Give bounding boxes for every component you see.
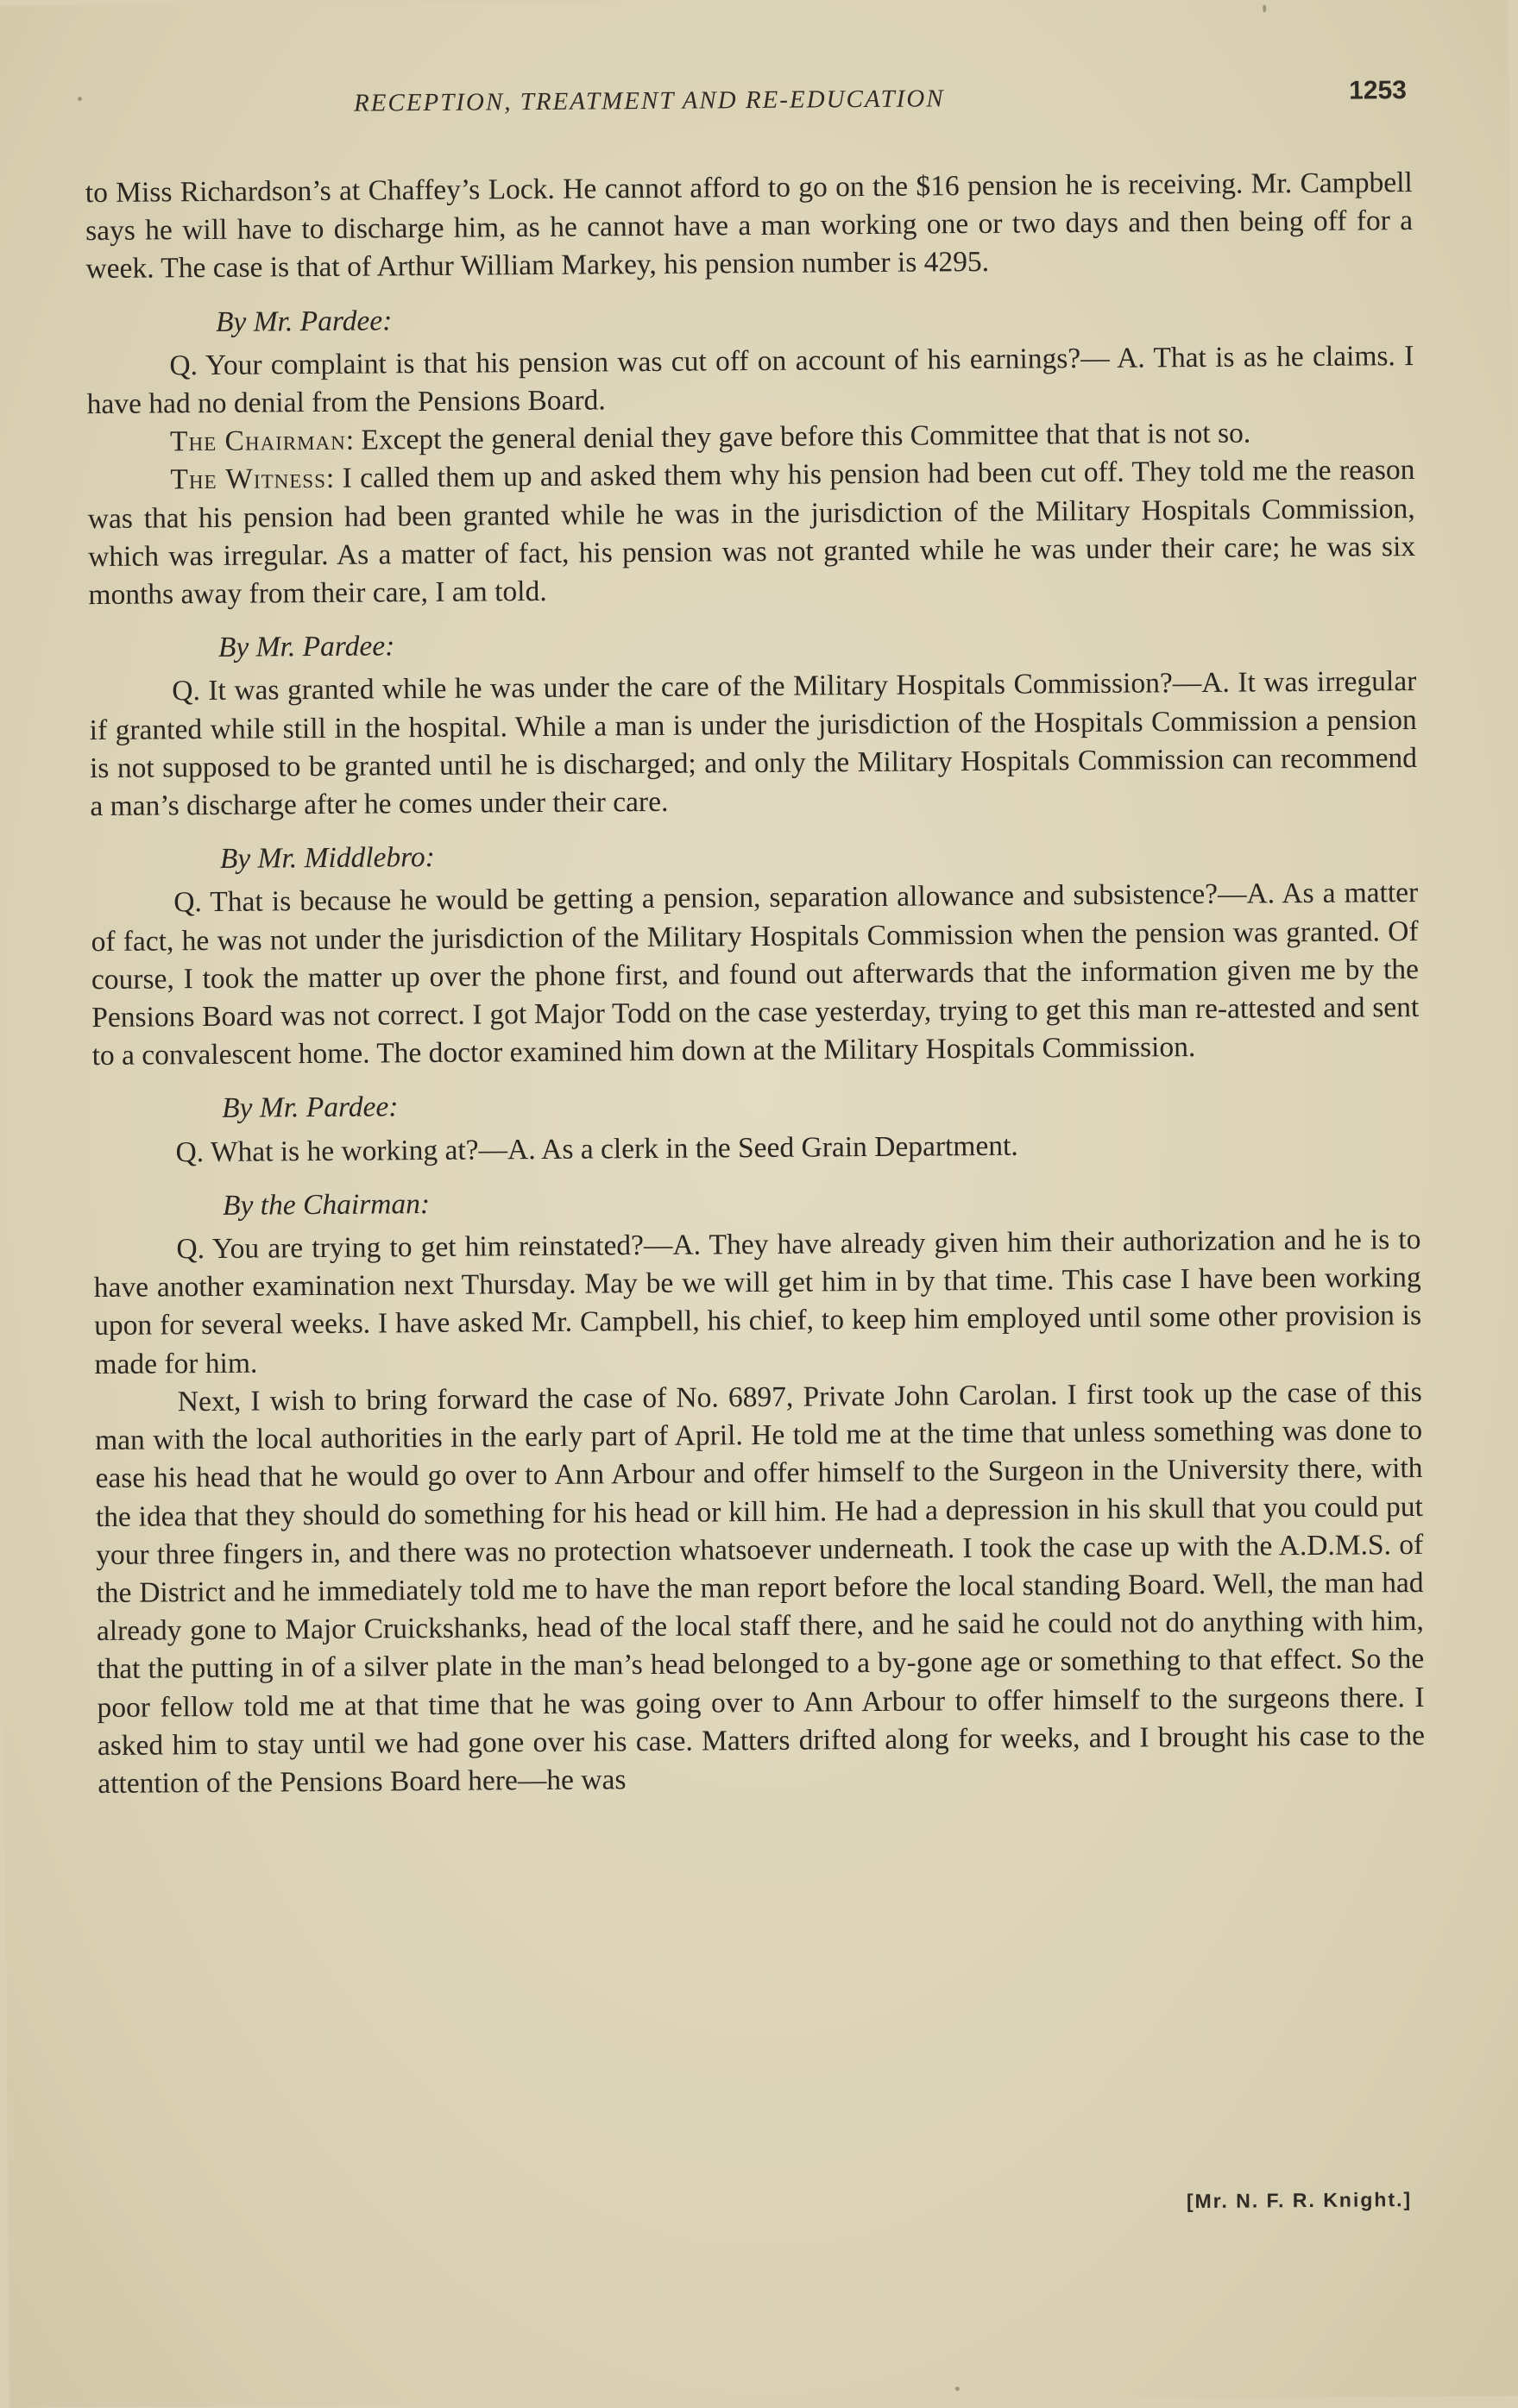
question-answer: Q. What is he working at?—A. As a clerk in the Seed Grain Department. xyxy=(175,1129,1018,1168)
question-answer: Q. You are trying to get him reinstated?—A. They have already given him their authorization and he is to have another examination next Thursday. May be we will get him in by that time. This case I have been working upon for several weeks. I have asked Mr. Campbell, his chief, to keep him employed until some other provision is made for him. xyxy=(93,1223,1422,1380)
body-text xyxy=(85,164,1426,1803)
continued-paragraph: to Miss Richardson’s at Chaffey’s Lock. He cannot afford to go on the $16 pension he is receiving. Mr. Campbell says he will have to discharge him, as he cannot have a man working one or two days and then being off for a week. The case is that of Arthur William Markey, his pension number is 4295. xyxy=(85,167,1414,286)
paper-speck xyxy=(1263,4,1266,12)
question-answer: Q. That is because he would be getting a pension, separation allowance and subsistence?—A. As a matter of fact, he was not under the jurisdiction of the Military Hospitals Commission when the pension was granted. Of course, I took the matter up over the phone first, and found out afterwards that the information given me by the Pensions Board was not correct. I got Major Todd on the case yesterday, trying to get this man re-attested and sent to a convalescent home. The doctor examined him down at the Military Hospitals Commission. xyxy=(91,877,1420,1072)
speaker-text: : Except the general denial they gave before this Committee that that is not so. xyxy=(345,417,1251,456)
examiner-heading: By Mr. Pardee: xyxy=(221,1091,399,1125)
speaker-footnote: [Mr. N. F. R. Knight.] xyxy=(1186,2188,1413,2213)
question-answer: Q. It was granted while he was under the care of the Military Hospitals Commission?—A. It was irregular if granted while still in the hospital. While a man is under the jurisdiction of the Hospitals Commission a pension is not supposed to be granted until he is discharged; and only the Military Hospitals Commission can recommend a man’s discharge after he comes under their care. xyxy=(89,665,1418,823)
testimony-paragraph: Next, I wish to bring forward the case of No. 6897, Private John Carolan. I first took up the case of this man with the local authorities in the early part of April. He told me at the time that unless something was done to ease his head that he would go over to Ann Arbour and offer himself to the Surgeon in the University there, with the idea that they should do something for his head or kill him. He had a depression in his skull that you could put your three fingers in, and there was no protection whatsoever underneath. I took the case up with the A.D.M.S. of the District and he immediately told me to have the man report before the local standing Board. Well, the man had already gone to Major Cruickshanks, head of the local staff there, and he said he could not do anything with him, that the putting in of a silver plate in the man’s head belonged to a by-gone age or something to that effect. So the poor fellow told me at that time that he was going over to Ann Arbour to offer himself to the surgeons there. I asked him to stay until we had gone over his case. Matters drifted along for weeks, and I brought his case to the attention of the Pensions Board here—he was xyxy=(95,1375,1426,1800)
witness-remark xyxy=(87,451,1415,614)
page-number: 1253 xyxy=(1349,76,1408,105)
speaker-label: The Witness xyxy=(170,462,327,496)
examiner-heading: By Mr. Middlebro: xyxy=(219,841,436,876)
running-head: RECEPTION, TREATMENT AND RE-EDUCATION xyxy=(353,85,945,117)
examiner-heading: By the Chairman: xyxy=(222,1187,431,1222)
page-header xyxy=(78,74,1407,128)
examiner-heading: By Mr. Pardee: xyxy=(215,304,393,338)
paper-speck xyxy=(78,97,82,101)
speaker-text: : I called them up and asked them why his pension had been cut off. They told me the reason was that his pension had been granted while he was in the jurisdiction of the Military Hospitals Commission, which was irregular. As a matter of fact, his pension was not granted while he was under their care; he was six months away from their care, I am told. xyxy=(87,454,1416,612)
speaker-label: The Chairman xyxy=(169,424,346,458)
examiner-heading: By Mr. Pardee: xyxy=(217,630,395,664)
question-answer: Q. Your complaint is that his pension was cut off on account of his earnings?— A. That is as he claims. I have had no denial from the Pensions Board. xyxy=(86,339,1414,421)
paper-speck xyxy=(955,2386,960,2391)
